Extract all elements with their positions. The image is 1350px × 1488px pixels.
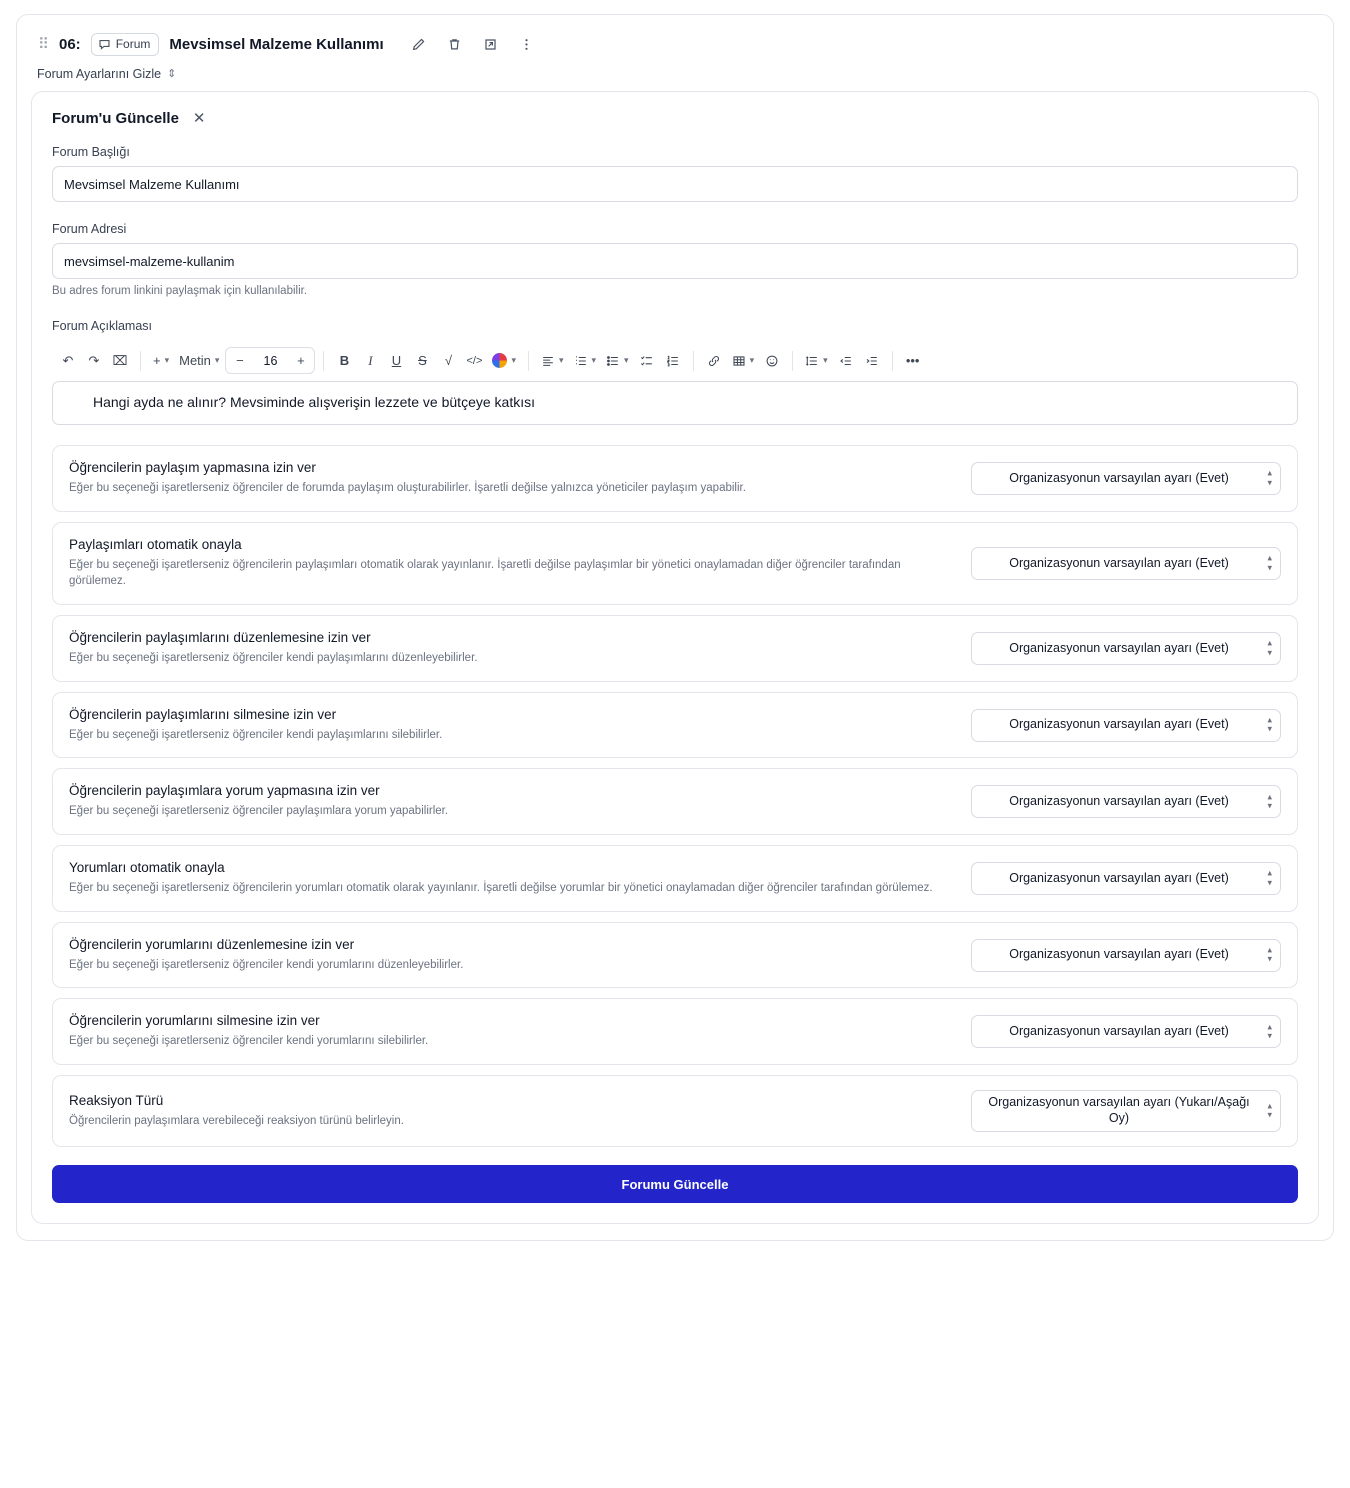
setting-text: [69, 460, 953, 497]
setting-description: Eğer bu seçeneği işaretlerseniz öğrencilerin yorumları otomatik olarak yayınlanır. İşaretli değilse yorumlar bir yönetici onaylamadan diğer öğrenciler tarafından görülemez.: [69, 882, 933, 895]
chevron-updown-icon: ▴ ▾: [1267, 867, 1272, 888]
forum-slug-label: Forum Adresi: [52, 222, 127, 236]
setting-description: Eğer bu seçeneği işaretlerseniz öğrenciler kendi paylaşımlarını düzenleyebilirler.: [69, 652, 478, 665]
chevron-down-icon: ▾: [591, 355, 597, 365]
chevron-down-icon: ▾: [164, 355, 170, 365]
editor-toolbar: [52, 340, 1298, 381]
setting-select-value: Organizasyonun varsayılan ayarı (Evet): [1009, 947, 1229, 962]
setting-select-wrap: [971, 709, 1281, 742]
item-index: 06:: [59, 35, 81, 53]
setting-title: Öğrencilerin paylaşımlarını düzenlemesine izin ver: [69, 630, 371, 646]
setting-row-allow-edit-posts: [52, 615, 1298, 682]
setting-description: Eğer bu seçeneği işaretlerseniz öğrenciler kendi yorumlarını silebilirler.: [69, 1035, 429, 1048]
panel-header: [52, 110, 1298, 127]
setting-select-value: Organizasyonun varsayılan ayarı (Evet): [1009, 870, 1229, 885]
setting-row-reaction-type: [52, 1075, 1298, 1147]
insert-menu[interactable]: [149, 348, 173, 374]
table-icon[interactable]: [728, 348, 759, 374]
trash-icon[interactable]: [442, 31, 468, 57]
rich-text-editor: [52, 340, 1298, 425]
plus-icon: +: [153, 353, 161, 368]
setting-select-allow-delete-comments[interactable]: [971, 1015, 1281, 1048]
panel-title: Forum'u Güncelle: [52, 110, 179, 127]
setting-row-allow-comments: [52, 768, 1298, 835]
forum-settings-toggle[interactable]: [31, 59, 1319, 91]
content-type-label: Forum: [115, 37, 151, 51]
text-style-label: Metin: [179, 353, 211, 368]
underline-icon[interactable]: U: [391, 353, 402, 368]
setting-text: [69, 1093, 953, 1130]
more-vertical-icon[interactable]: [514, 31, 540, 57]
forum-title-label: Forum Başlığı: [52, 145, 130, 159]
forum-settings-toggle-label: Forum Ayarlarını Gizle: [37, 67, 162, 81]
setting-select-allow-comments[interactable]: [971, 785, 1281, 818]
chevron-down-icon: ▾: [624, 355, 629, 365]
setting-title: Öğrencilerin yorumlarını düzenlemesine izin ver: [69, 936, 355, 952]
setting-description: Öğrencilerin paylaşımlara verebileceği reaksiyon türünü belirleyin.: [69, 1114, 404, 1127]
setting-select-wrap: [971, 547, 1281, 580]
setting-select-wrap: [971, 1090, 1281, 1132]
setting-text: [69, 937, 953, 974]
font-size-increase[interactable]: +: [297, 353, 305, 368]
forum-description-editor[interactable]: Hangi ayda ne alınır? Mevsiminde alışverişin lezzete ve bütçeye katkısı: [52, 381, 1298, 425]
toolbar-divider: [323, 351, 324, 371]
content-type-badge: [91, 33, 160, 56]
numbered-list-icon[interactable]: [661, 348, 685, 374]
setting-select-wrap: [971, 862, 1281, 895]
emoji-icon[interactable]: [760, 348, 784, 374]
setting-text: [69, 630, 953, 667]
close-icon[interactable]: ✕: [192, 110, 206, 127]
chevron-updown-icon: ▴ ▾: [1267, 714, 1272, 735]
chevron-down-icon: ▾: [511, 355, 516, 365]
setting-select-auto-approve-comments[interactable]: [971, 862, 1281, 895]
code-icon[interactable]: </>: [466, 354, 483, 367]
toolbar-divider: [528, 351, 529, 371]
setting-select-allow-student-posts[interactable]: [971, 462, 1281, 495]
bullet-list-icon[interactable]: [602, 348, 633, 374]
text-style-menu[interactable]: [175, 348, 223, 374]
setting-title: Reaksiyon Türü: [69, 1092, 164, 1108]
setting-text: [69, 1013, 953, 1050]
toolbar-divider: [140, 351, 141, 371]
toolbar-divider: [892, 351, 893, 371]
outdent-icon[interactable]: [834, 348, 858, 374]
indent-icon[interactable]: [860, 348, 884, 374]
line-height-icon[interactable]: [801, 348, 832, 374]
italic-icon[interactable]: I: [368, 352, 373, 368]
setting-select-value: Organizasyonun varsayılan ayarı (Evet): [1009, 717, 1229, 732]
font-size-value: 16: [263, 353, 278, 368]
setting-row-allow-edit-comments: [52, 922, 1298, 989]
clear-format-icon[interactable]: ⌧: [112, 352, 128, 368]
chevron-updown-icon: ▴ ▾: [1267, 552, 1272, 573]
update-forum-button[interactable]: Forumu Güncelle: [52, 1165, 1298, 1203]
setting-title: Öğrencilerin paylaşımlara yorum yapmasına izin ver: [69, 783, 380, 799]
setting-select-value: Organizasyonun varsayılan ayarı (Evet): [1009, 640, 1229, 655]
more-options-icon[interactable]: •••: [905, 353, 920, 368]
chevron-updown-icon: ▴ ▾: [1267, 637, 1272, 658]
setting-row-auto-approve-comments: [52, 845, 1298, 912]
chevron-down-icon: ▾: [558, 355, 564, 365]
chevron-down-icon: ▾: [823, 355, 828, 365]
setting-description: Eğer bu seçeneği işaretlerseniz öğrenciler paylaşımlara yorum yapabilirler.: [69, 805, 449, 818]
setting-description: Eğer bu seçeneği işaretlerseniz öğrenciler kendi yorumlarını düzenleyebilirler.: [69, 958, 464, 971]
setting-title: Öğrencilerin yorumlarını silmesine izin ver: [69, 1013, 320, 1029]
setting-text: [69, 783, 953, 820]
setting-select-value: Organizasyonun varsayılan ayarı (Evet): [1009, 793, 1229, 808]
color-wheel-icon: [492, 353, 507, 368]
drag-handle-icon[interactable]: ⠿: [38, 35, 48, 53]
forum-description-label: Forum Açıklaması: [52, 319, 153, 333]
forum-slug-help: Bu adres forum linkini paylaşmak için kullanılabilir.: [52, 285, 308, 297]
chevron-down-icon: ▾: [214, 355, 220, 365]
setting-select-allow-edit-posts[interactable]: [971, 632, 1281, 665]
setting-title: Öğrencilerin paylaşım yapmasına izin ver: [69, 460, 316, 475]
setting-select-allow-edit-comments[interactable]: [971, 939, 1281, 972]
chevron-updown-icon: ▴ ▾: [1267, 791, 1272, 811]
setting-select-wrap: [971, 785, 1281, 818]
redo-icon[interactable]: ↷: [88, 352, 100, 368]
chevron-updown-icon: ⇕: [167, 67, 177, 80]
setting-row-allow-delete-comments: [52, 998, 1298, 1065]
setting-description: Eğer bu seçeneği işaretlerseniz öğrenciler kendi paylaşımlarını silebilirler.: [69, 728, 443, 741]
setting-select-value: Organizasyonun varsayılan ayarı (Evet): [1009, 470, 1229, 485]
pencil-icon[interactable]: [406, 31, 432, 57]
setting-select-value: Organizasyonun varsayılan ayarı (Evet): [1009, 1023, 1229, 1038]
toolbar-divider: [693, 351, 694, 371]
setting-select-value: Organizasyonun varsayılan ayarı (Yukarı/Aşağı Oy): [988, 1095, 1250, 1126]
setting-select-value: Organizasyonun varsayılan ayarı (Evet): [1009, 555, 1229, 570]
setting-select-wrap: [971, 632, 1281, 665]
setting-row-allow-delete-posts: [52, 692, 1298, 759]
bold-icon[interactable]: B: [339, 353, 350, 368]
setting-select-auto-approve-posts[interactable]: [971, 547, 1281, 580]
setting-select-reaction-type[interactable]: [971, 1090, 1281, 1132]
toolbar-divider: [792, 351, 793, 371]
font-size-stepper[interactable]: [225, 347, 315, 374]
setting-text: [69, 707, 953, 744]
item-header: [31, 25, 1319, 59]
forum-title-input[interactable]: [52, 166, 1298, 202]
font-size-decrease[interactable]: −: [236, 353, 244, 368]
ordered-list-icon[interactable]: [570, 348, 601, 374]
setting-text: [69, 860, 953, 897]
setting-description: Eğer bu seçeneği işaretlerseniz öğrencilerin paylaşımları otomatik olarak yayınlanır. İşaretli değilse paylaşımlar bir yönetici onaylamadan diğer öğrenciler tarafından görülemez.: [69, 558, 901, 588]
forum-icon: [98, 38, 111, 51]
setting-description: Eğer bu seçeneği işaretlerseniz öğrenciler de forumda paylaşım oluşturabilirler. İşaretli değilse yalnızca yöneticiler paylaşım yapabilir.: [69, 482, 746, 494]
external-link-icon[interactable]: [478, 31, 504, 57]
forum-item-card: [16, 14, 1334, 1241]
setting-title: Öğrencilerin paylaşımlarını silmesine izin ver: [69, 706, 337, 722]
setting-row-auto-approve-posts: [52, 522, 1298, 605]
checklist-icon[interactable]: [635, 348, 659, 374]
setting-select-wrap: [971, 462, 1281, 495]
chevron-down-icon: ▾: [749, 355, 755, 365]
text-color-picker[interactable]: [488, 348, 520, 374]
setting-row-allow-student-posts: [52, 445, 1298, 512]
forum-settings-list: [52, 445, 1298, 1147]
strikethrough-icon[interactable]: S: [418, 353, 427, 368]
page-title: Mevsimsel Malzeme Kullanımı: [169, 35, 384, 53]
setting-title: Yorumları otomatik onayla: [69, 860, 225, 876]
chevron-updown-icon: ▴ ▾: [1267, 1100, 1272, 1121]
setting-title: Paylaşımları otomatik onayla: [69, 536, 242, 552]
link-icon[interactable]: [702, 348, 726, 374]
chevron-updown-icon: ▴ ▾: [1267, 467, 1272, 488]
undo-icon[interactable]: ↶: [62, 352, 74, 368]
forum-update-panel: [31, 91, 1319, 1224]
formula-icon[interactable]: √: [444, 353, 453, 368]
align-icon[interactable]: [537, 348, 568, 374]
chevron-updown-icon: ▴ ▾: [1267, 944, 1272, 965]
forum-slug-input[interactable]: [52, 243, 1298, 279]
setting-text: [69, 537, 953, 590]
setting-select-wrap: [971, 939, 1281, 972]
setting-select-wrap: [971, 1015, 1281, 1048]
chevron-updown-icon: ▴ ▾: [1267, 1021, 1272, 1041]
setting-select-allow-delete-posts[interactable]: [971, 709, 1281, 742]
